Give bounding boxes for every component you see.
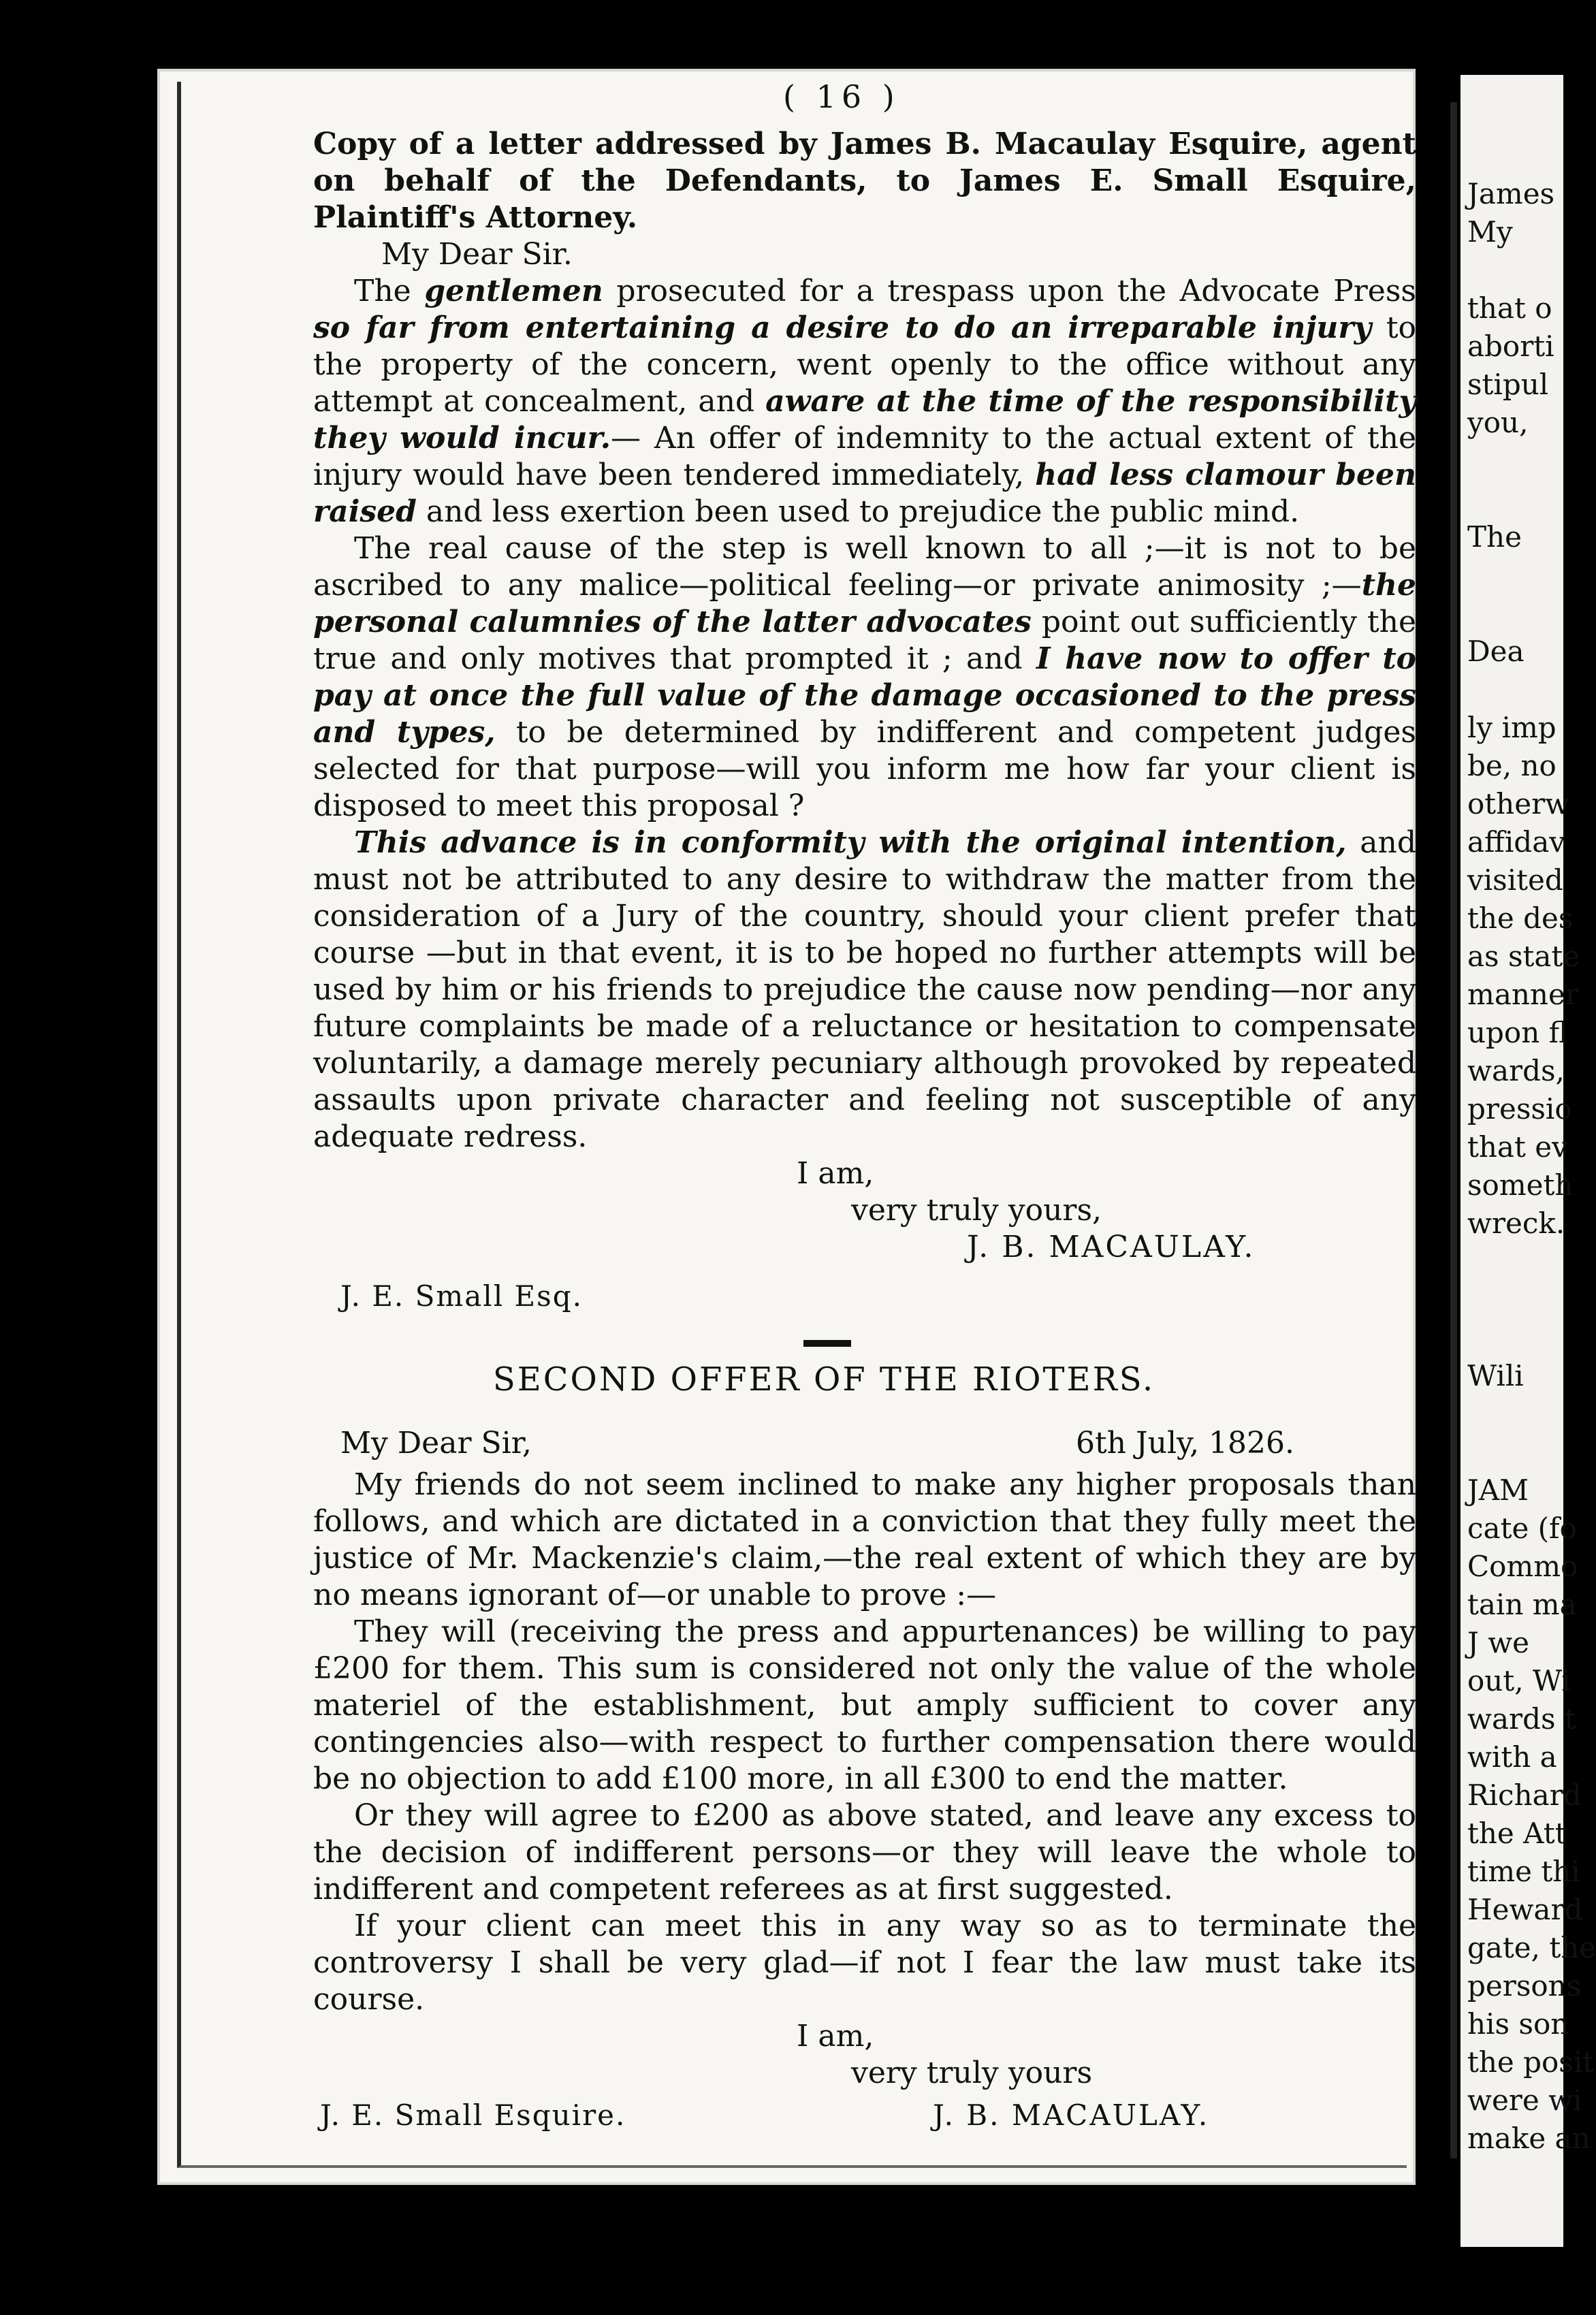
right-page-line: J we — [1467, 1626, 1529, 1659]
letter2-header — [313, 1426, 1416, 1467]
right-page-line: you, — [1467, 406, 1529, 439]
closing-yours: very truly yours — [851, 2056, 1093, 2090]
letter1-paragraph-2: The real cause of the step is well known to all ;—it is not to be ascribed to any malice—political feeling—or private animosity ;—the personal calumnies of the latter advocates point out sufficiently the true and only motives that prompted it ; and I have now to offer to pay at once the full value of the damage occasioned to the press and types, to be determined by indifferent and competent judges selected for that purpose—will you inform me how far your client is disposed to meet this proposal ? — [313, 531, 1417, 823]
section-divider — [803, 1340, 851, 1347]
right-page-line: that o — [1467, 291, 1552, 325]
right-page-line: otherw — [1467, 787, 1570, 820]
right-page-line: Wili — [1467, 1359, 1524, 1392]
right-page-line: make an — [1467, 2122, 1591, 2155]
letter1-paragraph-3: This advance is in conformity with the original intention, and must not be attributed to any desire to withdraw the matter from the consideration of a Jury of the country, should your client prefer that course —but in that event, it is to be hoped no further attempts will be used by him or his friends to prejudice the cause now pending—nor any future complaints be made of a reluctance or hesitation to compensate voluntarily, a damage merely pecuniary although provoked by repeated assaults upon private character and feeling not susceptible of any adequate redress. — [313, 825, 1416, 1154]
right-page-line: cate (fo — [1467, 1512, 1577, 1545]
right-page-line: someth — [1467, 1168, 1574, 1202]
closing-i-am: I am, — [797, 1156, 874, 1191]
right-page-line: the posit — [1467, 2045, 1595, 2079]
page-content — [313, 126, 1416, 2139]
right-page-line: gate, the — [1467, 1931, 1596, 1964]
signature: J. B. MACAULAY. — [933, 2098, 1210, 2132]
section-title: SECOND OFFER OF THE RIOTERS. — [492, 1360, 1155, 1399]
right-page-line: pressio — [1467, 1092, 1572, 1125]
right-page-line: Dea — [1467, 635, 1525, 668]
right-page-line: time thi — [1467, 1855, 1580, 1888]
letter2-paragraph-2: They will (receiving the press and appurtenances) be willing to pay £200 for them. This sum is considered not only the value of the whole materiel of the establishment, but amply sufficient to cover any contingencies also—with respect to further compensation there would be no objection to add £100 more, in all £300 to end the matter. — [313, 1614, 1416, 1796]
right-page-line: JAM — [1467, 1473, 1529, 1507]
letter2-paragraph-4: If your client can meet this in any way so as to terminate the controversy I shall be very glad—if not I fear the law must take its course. — [313, 1909, 1416, 2017]
right-page-line: were wi — [1467, 2084, 1582, 2117]
right-page-line: James — [1467, 177, 1555, 210]
letter2-addressee: J. E. Small Esquire. — [320, 2098, 626, 2132]
right-page-line: The — [1467, 520, 1522, 554]
right-page-line: out, Wi — [1467, 1664, 1571, 1697]
right-page-fragment — [1461, 75, 1596, 2247]
letter2-closing — [313, 2018, 1416, 2092]
letter-heading: Copy of a letter addressed by James B. Macaulay Esquire, agent on behalf of the Defendants, to James E. Small Esquire, Plaintiff's Attorney. — [313, 127, 1416, 235]
book-gutter — [1450, 102, 1457, 2158]
letter1-paragraph-1: The gentlemen prosecuted for a trespass upon the Advocate Press so far from entertaining a desire to do an irreparable injury to the property of the concern, went openly to the office without any attempt at concealment, and aware at the time of the responsibility they would incur.— An offer of indemnity to the actual extent of the injury would have been tendered immediately, had less clamour been raised and less exertion been used to prejudice the public mind. — [313, 274, 1417, 529]
letter2-salutation: My Dear Sir, — [340, 1426, 532, 1460]
letter2-paragraph-1: My friends do not seem inclined to make any higher proposals than follows, and which are dictated in a conviction that they fully meet the justice of Mr. Mackenzie's claim,—the real extent of which they are by no means ignorant of—or unable to prove :— — [313, 1467, 1416, 1612]
right-page-line: My — [1467, 215, 1513, 249]
letter1-addressee: J. E. Small Esq. — [340, 1279, 583, 1313]
right-page-line: be, no — [1467, 749, 1557, 782]
letter1-salutation: My Dear Sir. — [381, 237, 573, 272]
right-page-line: tain ma — [1467, 1588, 1577, 1621]
right-page-line: aborti — [1467, 330, 1554, 363]
right-page-line: upon fl — [1467, 1016, 1568, 1049]
right-page-line: wreck. — [1467, 1207, 1565, 1240]
closing-i-am: I am, — [797, 2019, 874, 2054]
signature: J. B. MACAULAY. — [967, 1230, 1256, 1264]
right-page-line: wards, — [1467, 1054, 1565, 1087]
right-page-line: wards t — [1467, 1702, 1576, 1736]
right-page-line: that ev — [1467, 1130, 1568, 1164]
right-page-line: ly imp — [1467, 711, 1557, 744]
letter2-paragraph-3: Or they will agree to £200 as above stated, and leave any excess to the decision of indifferent persons—or they will leave the whole to indifferent and competent referees as at first suggested. — [313, 1798, 1416, 1906]
right-page-line: with a — [1467, 1740, 1557, 1774]
right-page-line: his son — [1467, 2007, 1569, 2041]
right-page-line: manner — [1467, 978, 1579, 1011]
right-page-line: visited — [1467, 863, 1563, 897]
right-page-line: the des — [1467, 901, 1574, 935]
right-page-line: Commo — [1467, 1550, 1578, 1583]
right-page-line: as state — [1467, 940, 1580, 973]
right-page-line: the Att — [1467, 1817, 1567, 1850]
letter2-date: 6th July, 1826. — [1076, 1426, 1294, 1460]
right-page-line: stipul — [1467, 368, 1549, 401]
right-page-line: affidav — [1467, 825, 1565, 859]
letter1-closing — [313, 1155, 1416, 1266]
right-page-line: Heward — [1467, 1893, 1583, 1926]
right-page-line: persons — [1467, 1969, 1582, 2002]
page-number: ( 16 ) — [783, 78, 900, 115]
letter2-footer — [320, 2098, 1416, 2139]
closing-yours: very truly yours, — [851, 1193, 1102, 1228]
right-page-line: Richard — [1467, 1778, 1582, 1812]
